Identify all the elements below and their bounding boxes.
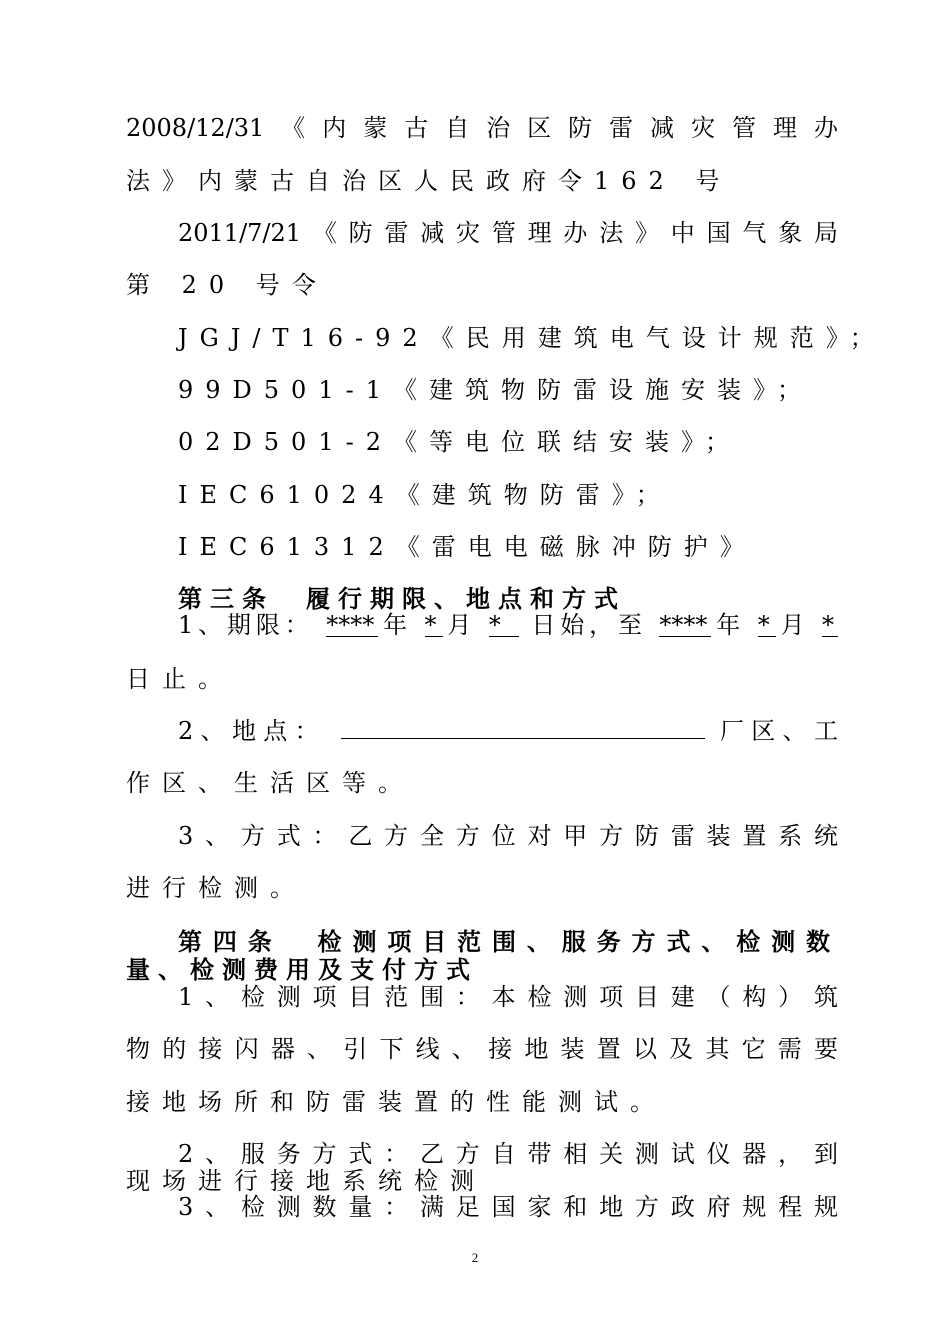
end-year-field[interactable]: **** [659,614,711,637]
regulation-line: 2008/12/31《内蒙古自治区防雷减灾管理办 [126,114,838,142]
end-month-field[interactable]: * [758,614,776,637]
regulation-line: 法》内蒙古自治区人民政府令162 号 [126,167,732,195]
place-line [178,716,838,746]
service-line: 现场进行接地系统检测 [126,1167,486,1195]
quantity-line: 3、检测数量：满足国家和地方政府规程规 [178,1193,838,1221]
period-end-suffix: 日止。 [126,665,234,693]
method-continuation: 进行检测。 [126,874,306,902]
scope-line: 接地场所和防雷装置的性能测试。 [126,1088,666,1116]
standard-line: 99D501-1《建筑物防雷设施安装》； [178,376,813,404]
page-number: 2 [471,1250,479,1265]
standard-line: 02D501-2《等电位联结安装》； [178,428,741,456]
place-suffix: 厂区、工 [719,717,838,745]
end-day-field[interactable]: * [822,614,838,637]
standard-line: JGJ/T16-92《民用建筑电气设计规范》； [178,324,886,352]
regulation-line: 第 20 号令 [126,271,328,299]
place-label: 2、地点： [178,717,326,745]
start-year-field[interactable]: **** [326,614,378,637]
article-4-heading-cont: 量、检测费用及支付方式 [126,956,478,984]
place-continuation: 作区、生活区等。 [126,769,414,797]
place-field[interactable] [341,738,705,739]
scope-line: 1、检测项目范围：本检测项目建（构）筑 [178,983,838,1011]
period-line: 1、期限： **** 年 * 月 * 日始，至 **** 年 * 月 * [178,610,838,640]
standard-line: IEC61024《建筑物防雷》； [178,481,672,509]
scope-line: 物的接闪器、引下线、接地装置以及其它需要 [126,1035,838,1063]
standard-line: IEC61312《雷电电磁脉冲防护》 [178,533,756,561]
article-3-heading: 第三条 履行期限、地点和方式 [178,585,626,613]
article-4-heading: 第四条 检测项目范围、服务方式、检测数 [178,928,838,956]
method-line: 3、方式：乙方全方位对甲方防雷装置系统 [178,822,838,850]
regulation-line: 2011/7/21《防雷减灾管理办法》中国气象局 [178,219,838,247]
period-label: 1、期限： [178,611,314,639]
start-day-field[interactable]: * [489,614,519,637]
start-month-field[interactable]: * [425,614,443,637]
service-line: 2、服务方式：乙方自带相关测试仪器，到 [178,1140,838,1168]
period-start-suffix: 日始，至 [531,611,647,639]
